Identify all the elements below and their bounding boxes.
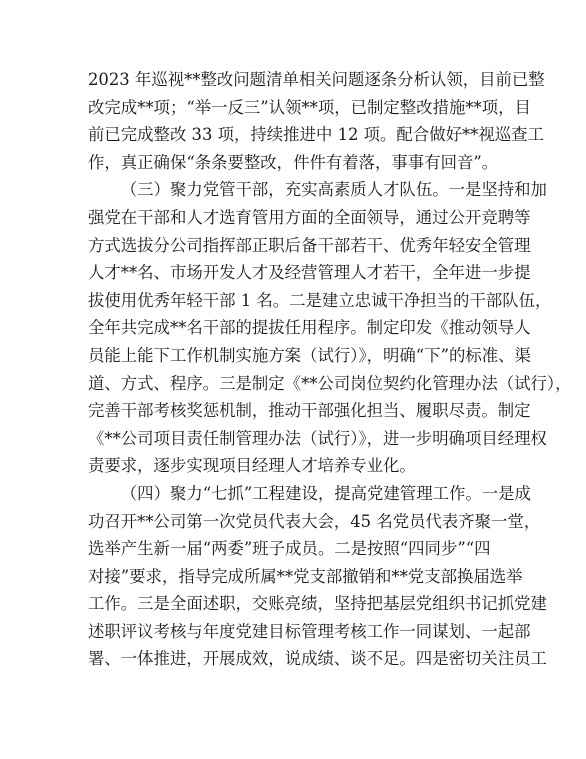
text-line: 拔使用优秀年轻干部 1 名。二是建立忠诚干净担当的干部队伍， [88, 290, 552, 310]
text-line: 方式选拔分公司指挥部正职后备干部若干、优秀年轻安全管理 [88, 235, 531, 255]
text-line: 作，真正确保“条条要整改，件件有着落，事事有回音”。 [88, 152, 499, 172]
text-line: 选举产生新一届“两委”班子成员。二是按照“四同步”“四 [88, 539, 491, 559]
text-line: 工作。三是全面述职，交账亮绩，坚持把基层党组织书记抓党建 [88, 594, 547, 614]
text-line: 道、方式、程序。三是制定《**公司岗位契约化管理办法（试行）， [88, 373, 572, 393]
text-line: 全年共完成**名干部的提拔任用程序。制定印发《推动领导人 [88, 318, 531, 338]
text-line: 署、一体推进，开展成效，说成绩、谈不足。四是密切关注员工 [88, 649, 547, 669]
text-line: 述职评议考核与年度党建目标管理考核工作一同谋划、一起部 [88, 621, 531, 641]
text-line: 《**公司项目责任制管理办法（试行）》，进一步明确项目经理权 [88, 428, 547, 448]
text-line: 功召开**公司第一次党员代表大会，45 名党员代表齐聚一堂， [88, 511, 541, 531]
document-body [88, 66, 572, 673]
text-line: 2023 年巡视**整改问题清单相关问题逐条分析认领，目前已整 [88, 70, 545, 89]
text-line: 员能上能下工作机制实施方案（试行）》，明确“下”的标准、渠 [88, 345, 531, 365]
text-line: （四）聚力“七抓”工程建设，提高党建管理工作。一是成 [120, 483, 531, 503]
text-line: 改完成**项；“举一反三”认领**项，已制定整改措施**项，目 [88, 97, 531, 117]
paragraph-rectification-progress [88, 66, 545, 176]
text-line: 对接”要求，指导完成所属**党支部撤销和**党支部换届选举 [88, 566, 523, 586]
text-line: 前已完成整改 33 项，持续推进中 12 项。配合做好**视巡查工 [88, 125, 544, 145]
text-line: 责要求，逐步实现项目经理人才培养专业化。 [88, 456, 416, 476]
text-line: 人才**名、市场开发人才及经营管理人才若干，全年进一步提 [88, 263, 531, 283]
text-line: 强党在干部和人才选育管用方面的全面领导，通过公开竞聘等 [88, 207, 531, 227]
text-line: 完善干部考核奖惩机制，推动干部强化担当、履职尽责。制定 [88, 401, 531, 421]
paragraph-party-building [88, 480, 547, 673]
paragraph-cadre-management [88, 176, 572, 480]
text-line: （三）聚力党管干部，充实高素质人才队伍。一是坚持和加 [120, 180, 547, 200]
